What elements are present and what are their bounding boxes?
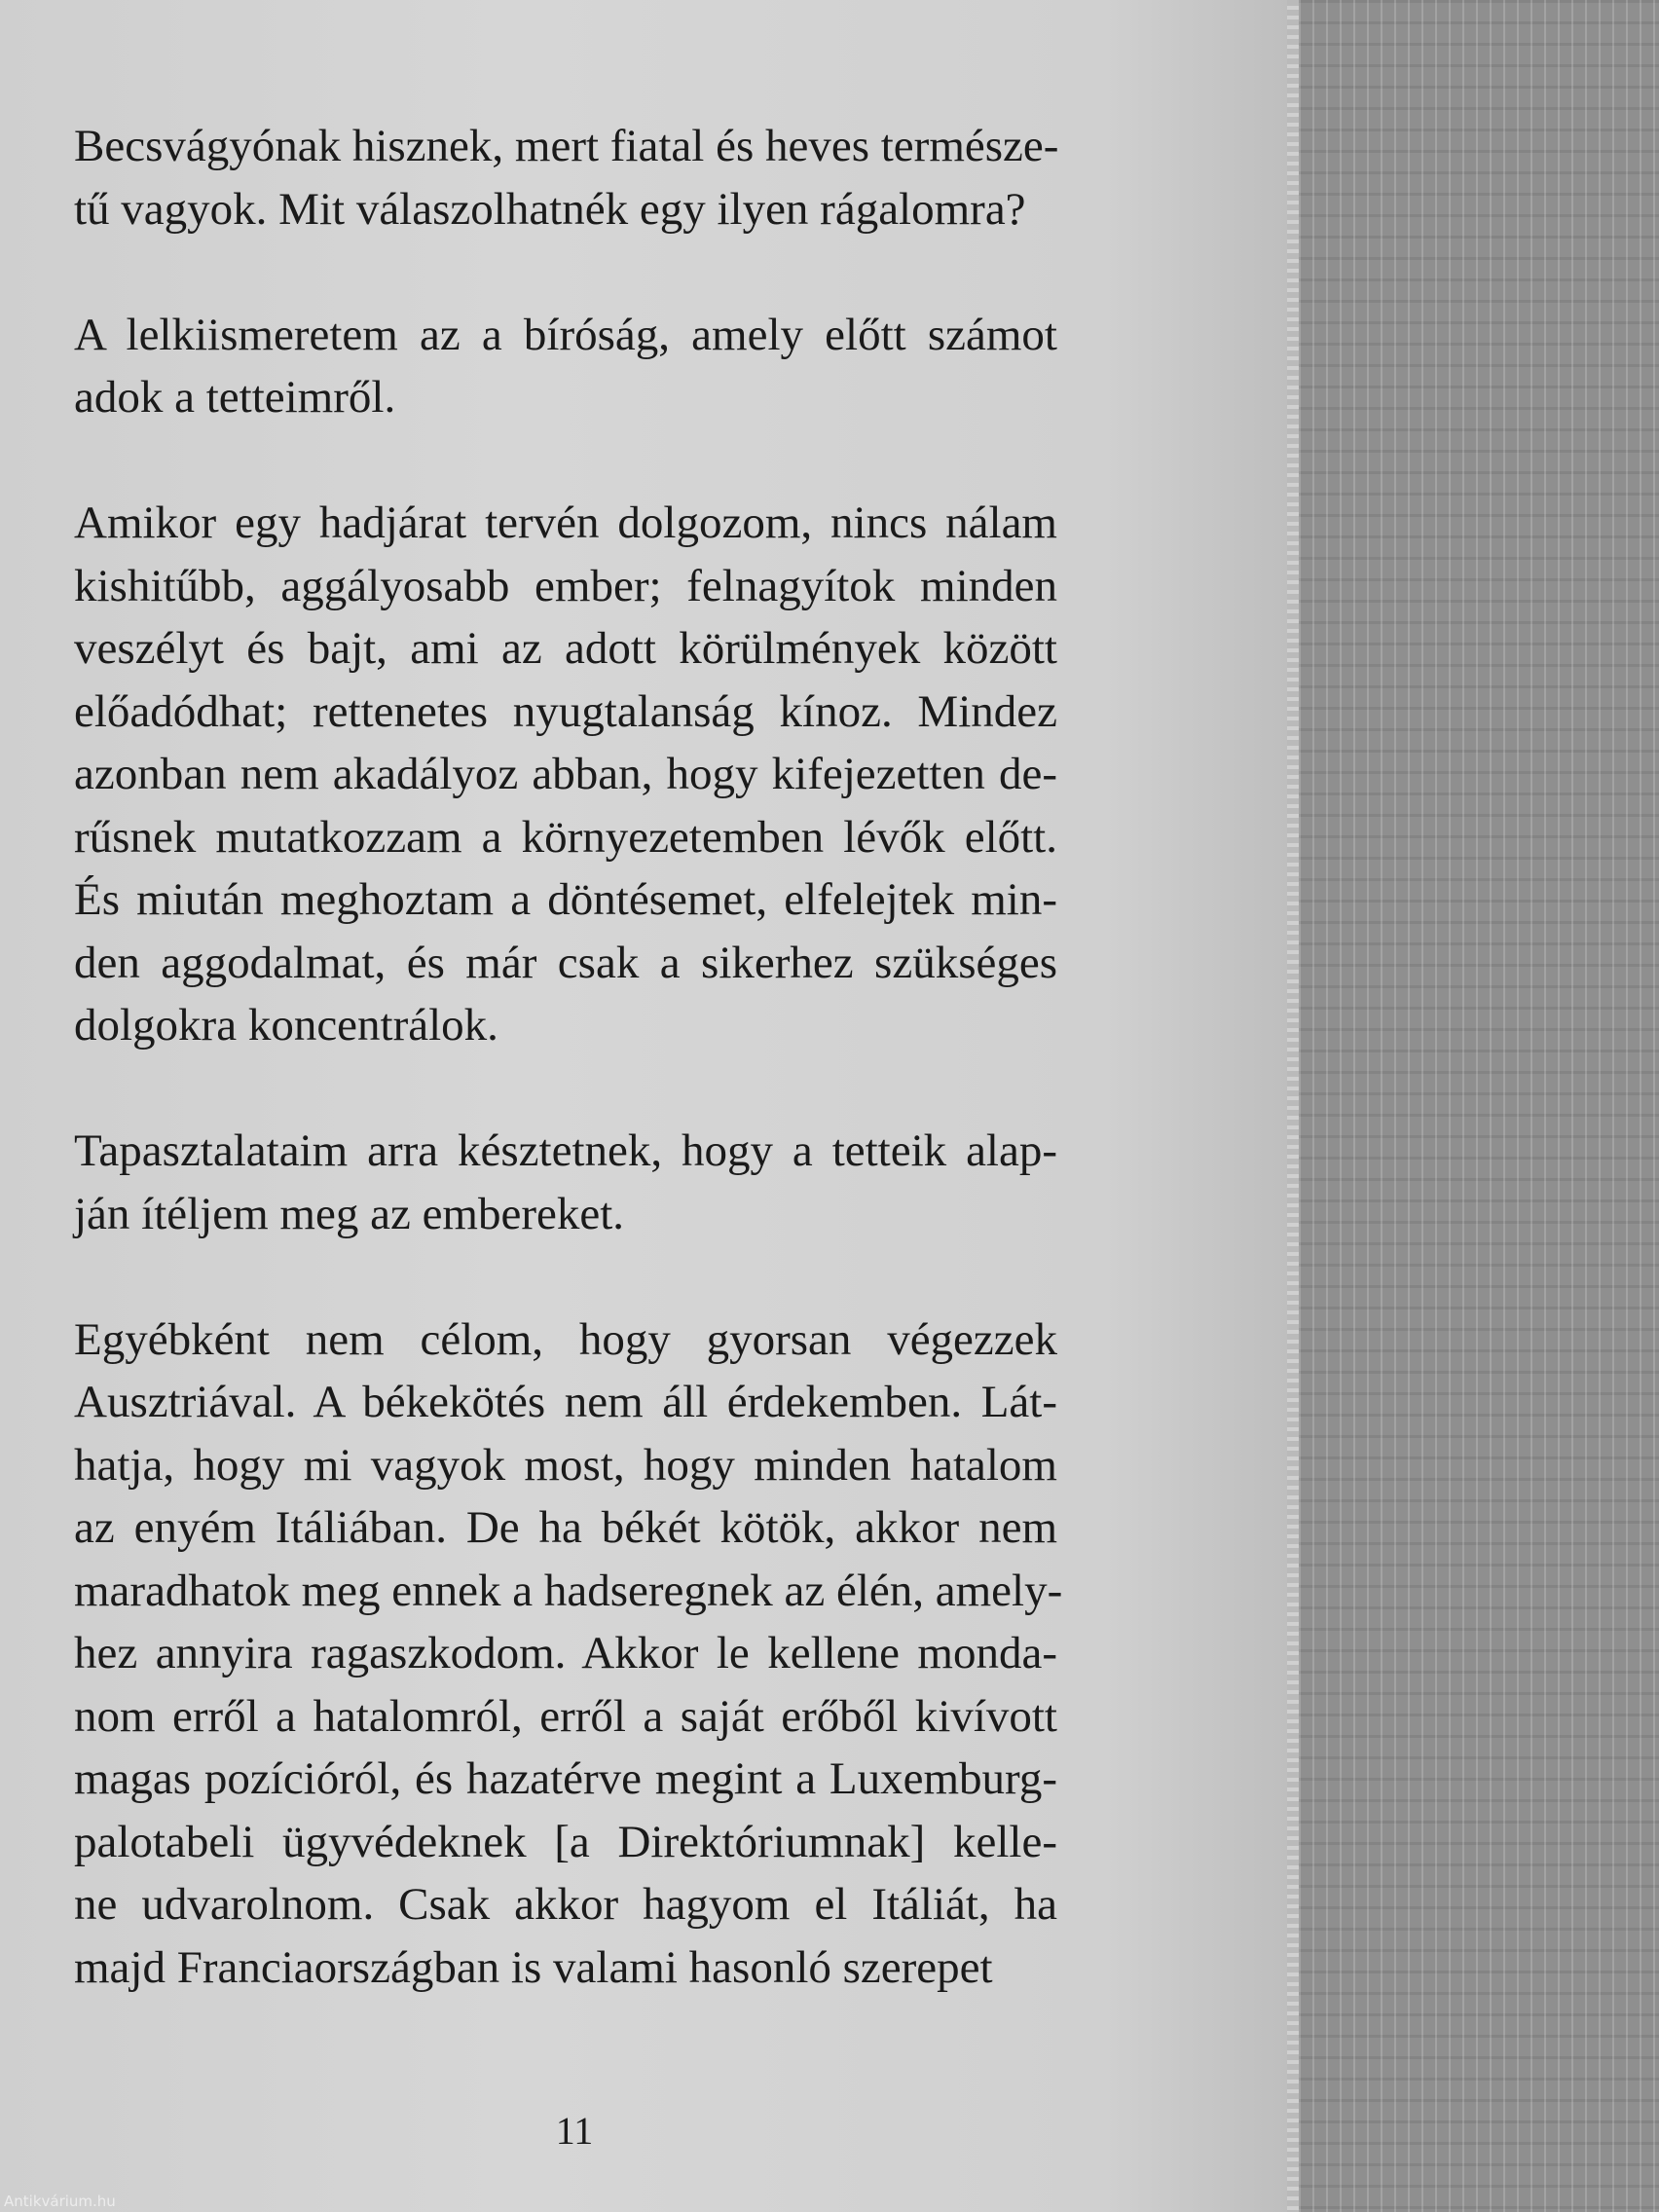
text-line: palotabeli ügyvédeknek [a Direktóriumnak] kelle- [74, 1816, 1057, 1867]
text-line: veszélyt és bajt, ami az adott körülmények között [74, 623, 1057, 674]
text-line: nom erről a hatalomról, erről a saját erőből kivívott [74, 1690, 1057, 1742]
paragraph [74, 1309, 1063, 2000]
text-line: hatja, hogy mi vagyok most, hogy minden hatalom [74, 1439, 1057, 1491]
text-line: den aggodalmat, és már csak a sikerhez szükséges [74, 937, 1057, 988]
page-edge [1287, 0, 1299, 2212]
text-line: előadódhat; rettenetes nyugtalanság kínoz. Mindez [74, 685, 1057, 737]
text-line: Tapasztalataim arra késztetnek, hogy a tetteik alap- [74, 1125, 1057, 1176]
paragraph [74, 1120, 1057, 1245]
text-line: kishitűbb, aggályosabb ember; felnagyítok minden [74, 560, 1057, 611]
paragraph [74, 304, 1057, 429]
text-line: ján ítéljem meg az embereket. [74, 1188, 625, 1239]
text-line: magas pozícióról, és hazatérve megint a Luxemburg- [74, 1753, 1057, 1804]
background-surface [1299, 0, 1659, 2212]
text-line: hez annyira ragaszkodom. Akkor le kellene monda- [74, 1628, 1057, 1678]
paragraph [74, 115, 1057, 240]
text-line: Amikor egy hadjárat tervén dolgozom, nincs nálam [74, 498, 1057, 548]
text-line: adok a tetteimről. [74, 372, 396, 423]
text-line: A lelkiismeretem az a bíróság, amely előtt számot [74, 309, 1057, 360]
paragraph [74, 492, 1057, 1057]
text-line: Becsvágyónak hisznek, mert fiatal és heves természe- [74, 121, 1059, 171]
text-line: ne udvarolnom. Csak akkor hagyom el Itáliát, ha [74, 1879, 1057, 1930]
text-line: És miután meghoztam a döntésemet, elfelejtek min- [74, 874, 1057, 925]
text-line: tű vagyok. Mit válaszolhatnék egy ilyen rágalomra? [74, 183, 1026, 235]
text-line: Egyébként nem célom, hogy gyorsan végezzek [74, 1313, 1057, 1365]
text-line: az enyém Itáliában. De ha békét kötök, akkor nem [74, 1502, 1057, 1553]
watermark: Antikvárium.hu [4, 2193, 116, 2210]
text-line: dolgokra koncentrálok. [74, 1000, 498, 1051]
body-text [74, 115, 1063, 2062]
text-line: maradhatok meg ennek a hadseregnek az élén, amely- [74, 1565, 1063, 1616]
text-line: rűsnek mutatkozzam a környezetemben lévők előtt. [74, 811, 1057, 863]
text-line: azonban nem akadályoz abban, hogy kifejezetten de- [74, 749, 1057, 799]
text-line: majd Franciaországban is valami hasonló szerepet [74, 1941, 993, 1993]
page-number: 11 [555, 2109, 594, 2153]
text-line: Ausztriával. A békekötés nem áll érdekemben. Lát- [74, 1377, 1057, 1427]
